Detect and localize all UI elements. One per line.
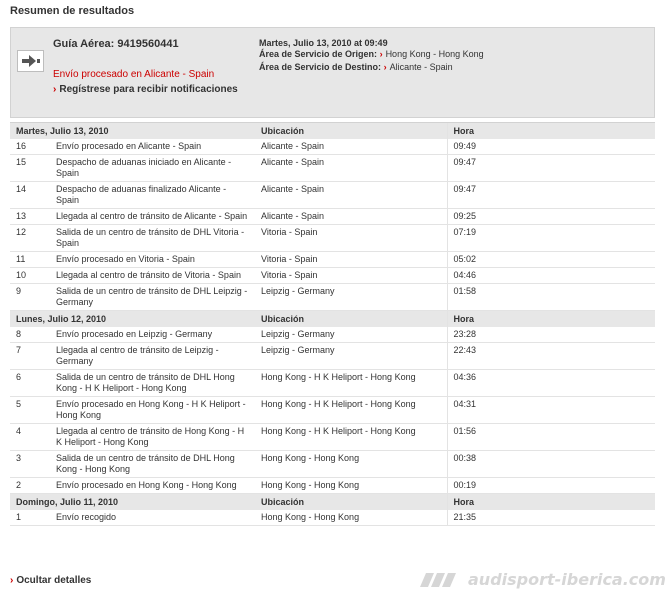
time-header: Hora: [447, 494, 499, 511]
row-spacer: [499, 370, 655, 397]
event-location: Vitoria - Spain: [255, 225, 447, 252]
destination-value: Alicante - Spain: [389, 62, 453, 72]
row-spacer: [499, 182, 655, 209]
audisport-logo-icon: [420, 573, 462, 587]
event-description: Envío procesado en Alicante - Spain: [50, 139, 255, 155]
chevron-right-icon: ›: [10, 575, 14, 586]
destination-line: [259, 62, 494, 73]
hide-details-link[interactable]: [10, 575, 91, 586]
event-number: 2: [10, 478, 50, 494]
table-row: [10, 424, 655, 451]
event-time: 23:28: [447, 327, 499, 343]
event-location: Hong Kong - Hong Kong: [255, 478, 447, 494]
tracking-table: [10, 122, 655, 526]
event-number: 8: [10, 327, 50, 343]
event-number: 1: [10, 510, 50, 526]
table-row: [10, 284, 655, 311]
event-description: Envío recogido: [50, 510, 255, 526]
header-spacer: [499, 123, 655, 140]
table-row: [10, 268, 655, 284]
location-header: Ubicación: [255, 494, 447, 511]
event-time: 05:02: [447, 252, 499, 268]
event-time: 01:58: [447, 284, 499, 311]
event-number: 15: [10, 155, 50, 182]
section-date: Domingo, Julio 11, 2010: [10, 494, 255, 511]
event-number: 3: [10, 451, 50, 478]
table-row: [10, 370, 655, 397]
watermark-text: audisport-iberica.com: [468, 570, 666, 589]
event-time: 09:47: [447, 182, 499, 209]
table-row: [10, 478, 655, 494]
table-row: [10, 252, 655, 268]
row-spacer: [499, 155, 655, 182]
summary-panel: [10, 27, 655, 118]
header-spacer: [499, 311, 655, 328]
section-date: Martes, Julio 13, 2010: [10, 123, 255, 140]
event-time: 22:43: [447, 343, 499, 370]
row-spacer: [499, 139, 655, 155]
row-spacer: [499, 510, 655, 526]
event-description: Despacho de aduanas finalizado Alicante - Spain: [50, 182, 255, 209]
event-time: 21:35: [447, 510, 499, 526]
table-row: [10, 510, 655, 526]
event-number: 6: [10, 370, 50, 397]
time-header: Hora: [447, 123, 499, 140]
chevron-right-icon: ›: [53, 84, 57, 95]
chevron-right-icon: ›: [383, 62, 387, 72]
event-time: 04:36: [447, 370, 499, 397]
event-number: 11: [10, 252, 50, 268]
header-spacer: [499, 494, 655, 511]
register-notifications-link[interactable]: [53, 84, 238, 95]
row-spacer: [499, 424, 655, 451]
event-time: 01:56: [447, 424, 499, 451]
hide-details-label: Ocultar detalles: [16, 575, 92, 586]
event-time: 04:31: [447, 397, 499, 424]
table-row: [10, 327, 655, 343]
event-number: 9: [10, 284, 50, 311]
event-location: Alicante - Spain: [255, 182, 447, 209]
origin-line: [259, 49, 494, 60]
event-location: Hong Kong - H K Heliport - Hong Kong: [255, 397, 447, 424]
event-location: Hong Kong - H K Heliport - Hong Kong: [255, 424, 447, 451]
event-time: 00:19: [447, 478, 499, 494]
section-header: [10, 494, 655, 511]
event-time: 09:47: [447, 155, 499, 182]
location-header: Ubicación: [255, 123, 447, 140]
time-header: Hora: [447, 311, 499, 328]
table-row: [10, 397, 655, 424]
destination-label: Área de Servicio de Destino:: [259, 62, 382, 72]
event-location: Hong Kong - Hong Kong: [255, 510, 447, 526]
event-location: Leipzig - Germany: [255, 327, 447, 343]
event-description: Salida de un centro de tránsito de DHL Vitoria - Spain: [50, 225, 255, 252]
event-description: Despacho de aduanas iniciado en Alicante - Spain: [50, 155, 255, 182]
event-location: Vitoria - Spain: [255, 252, 447, 268]
row-spacer: [499, 451, 655, 478]
chevron-right-icon: ›: [379, 49, 383, 59]
origin-label: Área de Servicio de Origen:: [259, 49, 378, 59]
event-number: 5: [10, 397, 50, 424]
event-description: Salida de un centro de tránsito de DHL Hong Kong - Hong Kong: [50, 451, 255, 478]
row-spacer: [499, 397, 655, 424]
row-spacer: [499, 478, 655, 494]
event-description: Salida de un centro de tránsito de DHL Leipzig - Germany: [50, 284, 255, 311]
table-row: [10, 451, 655, 478]
event-location: Hong Kong - H K Heliport - Hong Kong: [255, 370, 447, 397]
table-row: [10, 155, 655, 182]
event-description: Llegada al centro de tránsito de Alicante - Spain: [50, 209, 255, 225]
table-row: [10, 182, 655, 209]
section-header: [10, 311, 655, 328]
event-time: 09:49: [447, 139, 499, 155]
event-location: Alicante - Spain: [255, 139, 447, 155]
register-notifications-label: Regístrese para recibir notificaciones: [59, 84, 238, 95]
event-description: Llegada al centro de tránsito de Leipzig - Germany: [50, 343, 255, 370]
event-description: Envío procesado en Hong Kong - H K Heliport - Hong Kong: [50, 397, 255, 424]
event-location: Vitoria - Spain: [255, 268, 447, 284]
section-header: [10, 123, 655, 140]
event-number: 7: [10, 343, 50, 370]
row-spacer: [499, 284, 655, 311]
event-location: Alicante - Spain: [255, 209, 447, 225]
row-spacer: [499, 225, 655, 252]
table-row: [10, 343, 655, 370]
shipment-status: Envío procesado en Alicante - Spain: [53, 69, 215, 80]
event-time: 00:38: [447, 451, 499, 478]
event-time: 04:46: [447, 268, 499, 284]
waybill-number: Guía Aérea: 9419560441: [53, 38, 179, 50]
row-spacer: [499, 343, 655, 370]
event-number: 14: [10, 182, 50, 209]
table-row: [10, 139, 655, 155]
event-description: Llegada al centro de tránsito de Hong Kong - H K Heliport - Hong Kong: [50, 424, 255, 451]
row-spacer: [499, 268, 655, 284]
event-description: Envío procesado en Leipzig - Germany: [50, 327, 255, 343]
event-number: 16: [10, 139, 50, 155]
row-spacer: [499, 252, 655, 268]
shipment-arrow-icon: [21, 55, 41, 67]
event-location: Alicante - Spain: [255, 155, 447, 182]
event-number: 12: [10, 225, 50, 252]
event-number: 10: [10, 268, 50, 284]
watermark: [420, 570, 666, 589]
event-description: Llegada al centro de tránsito de Vitoria - Spain: [50, 268, 255, 284]
row-spacer: [499, 327, 655, 343]
event-description: Envío procesado en Vitoria - Spain: [50, 252, 255, 268]
summary-details: [259, 38, 494, 73]
event-time: 07:19: [447, 225, 499, 252]
event-number: 13: [10, 209, 50, 225]
origin-value: Hong Kong - Hong Kong: [385, 49, 484, 59]
event-location: Leipzig - Germany: [255, 343, 447, 370]
table-row: [10, 209, 655, 225]
event-description: Envío procesado en Hong Kong - Hong Kong: [50, 478, 255, 494]
event-location: Hong Kong - Hong Kong: [255, 451, 447, 478]
summary-date: Martes, Julio 13, 2010 at 09:49: [259, 38, 388, 48]
event-location: Leipzig - Germany: [255, 284, 447, 311]
row-spacer: [499, 209, 655, 225]
event-description: Salida de un centro de tránsito de DHL Hong Kong - H K Heliport - Hong Kong: [50, 370, 255, 397]
arrow-right-icon: [17, 50, 44, 72]
event-number: 4: [10, 424, 50, 451]
event-time: 09:25: [447, 209, 499, 225]
location-header: Ubicación: [255, 311, 447, 328]
table-row: [10, 225, 655, 252]
section-date: Lunes, Julio 12, 2010: [10, 311, 255, 328]
page-title: Resumen de resultados: [10, 5, 135, 17]
